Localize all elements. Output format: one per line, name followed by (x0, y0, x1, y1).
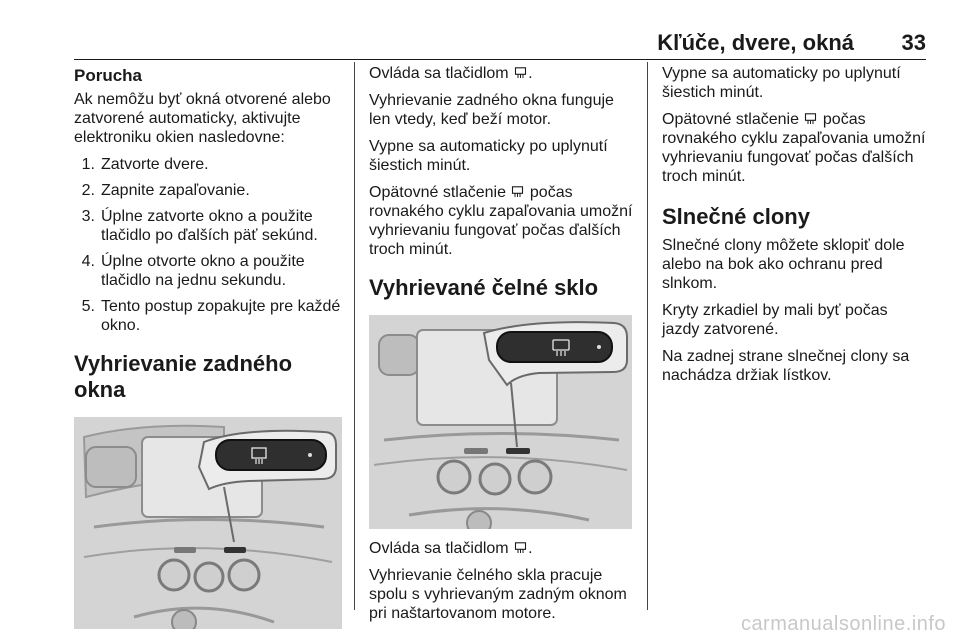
page-number: 33 (901, 30, 926, 55)
windscreen-control-text: Ovláda sa tlačidlom (369, 540, 509, 557)
windscreen-repeat-paragraph (662, 110, 928, 186)
step-number: 2. (81, 182, 95, 199)
rear-repeat-text-end: počas rovnakého cyklu zapaľovania umožní vyhrievaniu fungovať počas ďalších troch minút. (369, 184, 633, 258)
windscreen-heater-icon (804, 113, 817, 125)
step-number: 4. (81, 253, 95, 270)
step-text: Zatvorte dvere. (101, 156, 209, 173)
windscreen-auto-off-paragraph: Vypne sa automaticky po uplynutí šiestich minút. (662, 65, 901, 101)
step-text: Zapnite zapaľovanie. (101, 182, 250, 199)
figure-heated-windscreen-button (369, 315, 632, 529)
windscreen-control-paragraph (369, 539, 634, 558)
rear-window-heater-icon (511, 186, 524, 198)
figure-rear-window-heater-button (74, 417, 342, 629)
page-header (74, 18, 926, 56)
sun-visor-paragraph: Slnečné clony môžete sklopiť dole alebo na bok ako ochranu pred slnkom. (662, 237, 905, 292)
windscreen-repeat-text-end: počas rovnakého cyklu zapaľovania umožní vyhrievaniu fungovať počas ďalších troch minút. (662, 111, 926, 185)
dashboard-illustration (369, 315, 632, 529)
rear-repeat-text-start: Opätovné stlačenie (369, 184, 506, 201)
list-item (74, 252, 344, 290)
mirror-cover-paragraph: Kryty zrkadiel by mali byť počas jazdy zatvorené. (662, 302, 888, 338)
heading-rear-window-heating: Vyhrievanie zadného okna (74, 351, 293, 402)
column-left (74, 64, 344, 629)
list-item (74, 207, 344, 245)
subheading-fault: Porucha (74, 66, 143, 85)
step-number: 3. (81, 208, 95, 225)
page-title: Kľúče, dvere, okná (657, 30, 854, 55)
rear-control-period: . (528, 65, 533, 82)
rear-control-paragraph (369, 64, 634, 83)
step-number: 5. (81, 298, 95, 315)
rear-control-text: Ovláda sa tlačidlom (369, 65, 509, 82)
column-middle (369, 64, 634, 631)
windscreen-control-period: . (528, 540, 533, 557)
watermark: carmanualsonline.info (740, 613, 946, 635)
windscreen-function-paragraph: Vyhrievanie čelného skla pracuje spolu s vyhrievaným zadným oknom pri naštartovanom motore. (369, 567, 627, 622)
step-text: Úplne otvorte okno a použite tlačidlo na jednu sekundu. (101, 253, 305, 289)
step-text: Úplne zatvorte okno a použite tlačidlo po ďalších päť sekúnd. (101, 208, 318, 244)
heading-heated-windscreen: Vyhrievané čelné sklo (369, 275, 599, 300)
steps-list (74, 155, 344, 335)
step-text: Tento postup zopakujte pre každé okno. (101, 298, 341, 334)
ticket-holder-paragraph: Na zadnej strane slnečnej clony sa nachádza držiak lístkov. (662, 348, 910, 384)
rear-window-heater-icon (514, 67, 527, 79)
column-divider-right (647, 62, 648, 610)
step-number: 1. (81, 156, 95, 173)
list-item (74, 155, 344, 174)
windscreen-repeat-text-start: Opätovné stlačenie (662, 111, 799, 128)
fault-intro: Ak nemôžu byť okná otvorené alebo zatvorené automaticky, aktivujte elektroniku okien nasledovne: (74, 91, 331, 146)
dashboard-illustration (74, 417, 342, 629)
rear-repeat-paragraph (369, 183, 634, 259)
list-item (74, 297, 344, 335)
column-divider-left (354, 62, 355, 610)
column-right (662, 64, 928, 393)
list-item (74, 181, 344, 200)
rear-auto-off-paragraph: Vypne sa automaticky po uplynutí šiestich minút. (369, 138, 608, 174)
heading-sun-visors: Slnečné clony (662, 204, 810, 229)
windscreen-heater-icon (514, 542, 527, 554)
rear-function-paragraph: Vyhrievanie zadného okna funguje len vtedy, keď beží motor. (369, 92, 614, 128)
header-divider (74, 59, 926, 60)
